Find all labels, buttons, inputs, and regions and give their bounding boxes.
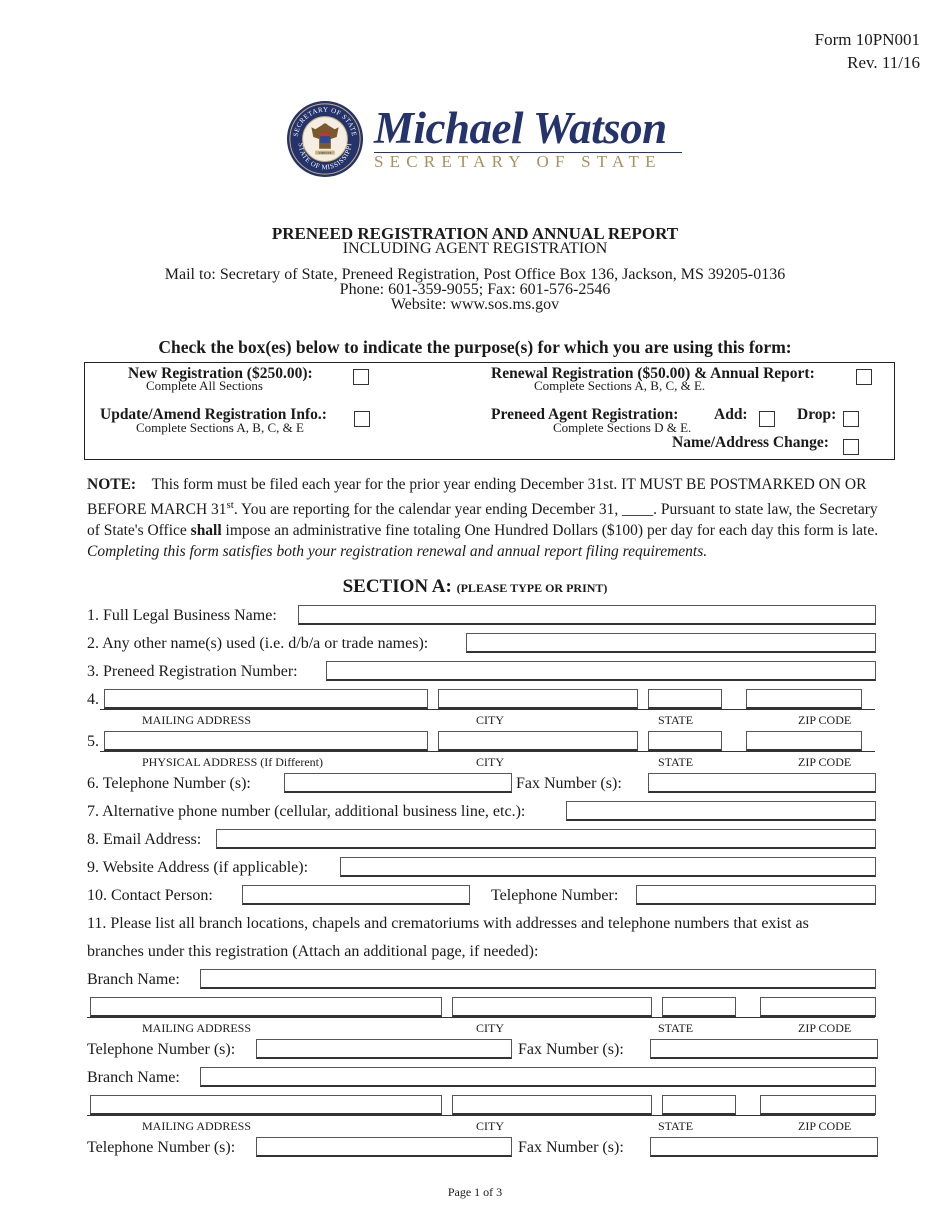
q2-label: 2. Any other name(s) used (i.e. d/b/a or trade names): (87, 635, 429, 652)
form-number-block (815, 28, 920, 74)
other-names-input[interactable] (466, 633, 876, 653)
branch2-zip-input[interactable] (760, 1095, 876, 1115)
agent-add-checkbox[interactable] (759, 411, 775, 427)
zip-caption: ZIP CODE (798, 755, 852, 769)
new-registration-checkbox[interactable] (353, 369, 369, 385)
q5-underline (100, 751, 875, 752)
fax-label: Fax Number (s): (516, 775, 622, 792)
branch1-address-caption: MAILING ADDRESS (142, 1021, 252, 1035)
phone-fax: Phone: 601-359-9055; Fax: 601-576-2546 (339, 281, 611, 298)
city-caption: CITY (476, 755, 504, 769)
contact-person-input[interactable] (242, 885, 470, 905)
note-superscript: st (226, 499, 234, 511)
contact-block (0, 267, 950, 312)
branch2-phone-label: Telephone Number (s): (87, 1139, 236, 1156)
branch1-fax-label: Fax Number (s): (518, 1041, 624, 1058)
name-change-label: Name/Address Change: (672, 434, 829, 451)
agent-sub: Complete Sections D & E. (553, 420, 692, 435)
new-registration-sub: Complete All Sections (146, 378, 263, 393)
form-revision: Rev. 11/16 (847, 53, 920, 72)
branch1-city-input[interactable] (452, 997, 652, 1017)
branch1-phone-label: Telephone Number (s): (87, 1041, 236, 1058)
branch1-phone-input[interactable] (256, 1039, 512, 1059)
website: Website: www.sos.ms.gov (390, 296, 560, 313)
state-seal-icon (286, 100, 364, 178)
seal-text-top: SECRETARY OF STATE (292, 106, 358, 138)
filing-note (87, 474, 887, 562)
city-caption: CITY (476, 713, 504, 727)
branch1-state-caption: STATE (658, 1021, 694, 1035)
mailing-address-input[interactable] (104, 689, 428, 709)
note-bold: shall (190, 522, 222, 540)
branch1-underline (87, 1017, 875, 1018)
section-a-note: (PLEASE TYPE OR PRINT) (456, 581, 608, 595)
branch1-state-input[interactable] (662, 997, 736, 1017)
note-lead: NOTE: (87, 476, 137, 493)
form-number: Form 10PN001 (814, 30, 920, 49)
branch2-phone-input[interactable] (256, 1137, 512, 1157)
branch1-fax-input[interactable] (650, 1039, 878, 1059)
mail-address: Mail to: Secretary of State, Preneed Registration, Post Office Box 136, Jackson, MS 39205-0136 (164, 266, 786, 283)
form-subtitle: INCLUDING AGENT REGISTRATION (342, 240, 608, 257)
q5-label: 5. (87, 733, 99, 750)
branch2-city-input[interactable] (452, 1095, 652, 1115)
physical-address-caption: PHYSICAL ADDRESS (If Different) (142, 755, 323, 769)
form-title: PRENEED REGISTRATION AND ANNUAL REPORT (271, 224, 679, 243)
branch1-address-input[interactable] (90, 997, 442, 1017)
branch2-address-input[interactable] (90, 1095, 442, 1115)
telephone-input[interactable] (284, 773, 512, 793)
agent-add-label: Add: (714, 406, 748, 423)
note-italic: Completing this form satisfies both your registration renewal and annual report filing requirements. (87, 543, 708, 561)
physical-address-input[interactable] (104, 731, 428, 751)
q1-label: 1. Full Legal Business Name: (87, 607, 277, 624)
physical-zip-input[interactable] (746, 731, 862, 751)
state-caption: STATE (658, 713, 694, 727)
q4-underline (100, 709, 875, 710)
branch1-zip-caption: ZIP CODE (798, 1021, 852, 1035)
website-input[interactable] (340, 857, 876, 877)
branch2-state-input[interactable] (662, 1095, 736, 1115)
branch2-city-caption: CITY (476, 1119, 504, 1133)
note-text-1: This form must be filed each year for the prior year ending December 31st. IT MUST BE POSTMARKED ON OR BEFORE MARCH 31 (87, 476, 867, 519)
email-input[interactable] (216, 829, 876, 849)
physical-city-input[interactable] (438, 731, 638, 751)
agent-drop-checkbox[interactable] (843, 411, 859, 427)
q11-line2: branches under this registration (Attach an additional page, if needed): (87, 943, 539, 960)
q9-label: 9. Website Address (if applicable): (87, 859, 309, 876)
seal-text-bottom: STATE OF MISSISSIPPI (296, 142, 354, 172)
new-registration-label: New Registration ($250.00): (128, 365, 313, 382)
note-text-4: impose an administrative fine totaling One Hundred Dollars ($100) per day for each day this form is late. (221, 522, 879, 540)
branch1-name-input[interactable] (200, 969, 876, 989)
branch2-name-input[interactable] (200, 1067, 876, 1087)
q3-label: 3. Preneed Registration Number: (87, 663, 298, 680)
branch2-address-caption: MAILING ADDRESS (142, 1119, 252, 1133)
branch2-name-label: Branch Name: (87, 1069, 180, 1086)
state-caption: STATE (658, 755, 694, 769)
legal-name-input[interactable] (298, 605, 876, 625)
branch2-fax-input[interactable] (650, 1137, 878, 1157)
q4-label: 4. (87, 691, 99, 708)
fax-input[interactable] (648, 773, 876, 793)
renewal-checkbox[interactable] (856, 369, 872, 385)
branch1-city-caption: CITY (476, 1021, 504, 1035)
mailing-zip-input[interactable] (746, 689, 862, 709)
section-a-heading (0, 576, 950, 598)
branch2-fax-label: Fax Number (s): (518, 1139, 624, 1156)
brand-subtitle: SECRETARY OF STATE (374, 152, 662, 171)
update-checkbox[interactable] (354, 411, 370, 427)
seal-ribbon-text: VIRTUTE (318, 150, 332, 155)
branch2-zip-caption: ZIP CODE (798, 1119, 852, 1133)
update-sub: Complete Sections A, B, C, & E (136, 420, 304, 435)
mailing-address-caption: MAILING ADDRESS (142, 713, 252, 727)
mailing-state-input[interactable] (648, 689, 722, 709)
registration-number-input[interactable] (326, 661, 876, 681)
mailing-city-input[interactable] (438, 689, 638, 709)
renewal-label: Renewal Registration ($50.00) & Annual Report: (491, 365, 815, 382)
physical-state-input[interactable] (648, 731, 722, 751)
purpose-heading: Check the box(es) below to indicate the purpose(s) for which you are using this form: (158, 337, 792, 357)
note-text-2: . You are reporting for the calendar year ending December 31, ____ (233, 501, 654, 519)
name-change-checkbox[interactable] (843, 439, 859, 455)
section-a-title: SECTION A: (342, 576, 452, 597)
update-label: Update/Amend Registration Info.: (100, 406, 327, 423)
branch1-zip-input[interactable] (760, 997, 876, 1017)
branch2-underline (87, 1115, 875, 1116)
q11-line1: 11. Please list all branch locations, chapels and crematoriums with addresses and telephone numbers that exist as (87, 915, 809, 932)
brand-name: Michael Watson (374, 103, 667, 153)
zip-caption: ZIP CODE (798, 713, 852, 727)
page-number: Page 1 of 3 (447, 1185, 503, 1199)
renewal-sub: Complete Sections A, B, C, & E. (534, 378, 706, 393)
alt-phone-input[interactable] (566, 801, 876, 821)
agent-label: Preneed Agent Registration: (491, 406, 679, 423)
contact-phone-label: Telephone Number: (491, 887, 619, 904)
q6-label: 6. Telephone Number (s): (87, 775, 251, 792)
q7-label: 7. Alternative phone number (cellular, additional business line, etc.): (87, 803, 526, 820)
branch1-name-label: Branch Name: (87, 971, 180, 988)
note-text-3: . Pursuant to state law, the Secretary of State's Office (87, 501, 878, 540)
agent-drop-label: Drop: (797, 406, 837, 423)
q10-label: 10. Contact Person: (87, 887, 213, 904)
q8-label: 8. Email Address: (87, 831, 202, 848)
branch2-state-caption: STATE (658, 1119, 694, 1133)
contact-phone-input[interactable] (636, 885, 876, 905)
